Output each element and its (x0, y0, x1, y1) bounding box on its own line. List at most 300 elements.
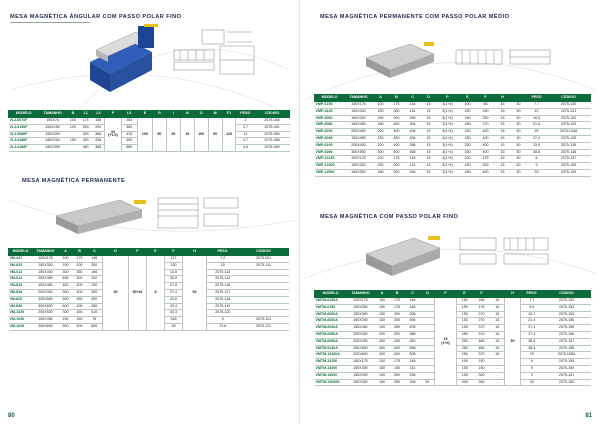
cell: 175 (390, 298, 405, 305)
cell: 370 (473, 352, 491, 359)
model-cell: VM-612 (9, 269, 33, 276)
cell: 100 (373, 102, 389, 109)
code-cell: 2075-156 (543, 325, 591, 332)
cell: 311 (405, 365, 421, 372)
cell: 300 (389, 169, 405, 176)
cell: 300 (390, 372, 405, 379)
cell: 146 (87, 256, 103, 263)
cell: - (491, 365, 505, 372)
model-cell: VMTM-6080A (315, 331, 347, 338)
cell: 150 (73, 317, 87, 324)
table-row (315, 156, 591, 163)
cell (421, 325, 435, 332)
col-header: L3 (121, 111, 137, 118)
cell: 166 (473, 298, 491, 305)
cell: 250 (459, 142, 477, 149)
weight-cell: 15.7 (521, 311, 543, 318)
cell: 100 (375, 298, 390, 305)
code-cell: 2075-066 (255, 131, 290, 138)
cell: 150 (87, 283, 103, 290)
size-cell: 150X150 (39, 124, 67, 131)
weight-cell: 2075-120 (207, 310, 239, 317)
model-cell: VM-1020 (9, 310, 33, 317)
cell: 300 (375, 345, 390, 352)
cell: 450 (59, 283, 73, 290)
cell: 400 (389, 129, 405, 136)
code-cell: 2075-155 (543, 318, 591, 325)
col-header: MODELO (315, 291, 347, 298)
cell: 150 (473, 359, 491, 366)
col-header: G (152, 111, 166, 118)
code-cell: 2075-069 (255, 145, 290, 152)
cell: 27.4 (527, 135, 547, 142)
col-header: PESO (527, 95, 547, 102)
col-header: C (87, 249, 103, 256)
table-row (315, 108, 591, 115)
cell: 175 (79, 118, 92, 125)
cell: 370 (473, 325, 491, 332)
cell: 500 (389, 149, 405, 156)
cell: 10 (527, 108, 547, 115)
cell: 250 (457, 331, 473, 338)
cell: 3(1+4) (437, 108, 459, 115)
weight-cell: 3.7 (236, 124, 255, 131)
cell: 300 (79, 131, 92, 138)
cell: 500 (73, 323, 87, 330)
code-cell (239, 310, 289, 317)
col-header: A (375, 291, 390, 298)
merged-cell: 25 (166, 118, 180, 152)
cell: 300 (390, 311, 405, 318)
model-cell: VLJ-6150F (9, 124, 39, 131)
size-cell: 200X300 (347, 331, 375, 338)
size-cell: 150X300 (345, 163, 373, 170)
size-cell: 150X300 (347, 304, 375, 311)
cell: 175 (390, 359, 405, 366)
code-cell: 2075-139 (547, 163, 591, 170)
cell: 3(1+4) (437, 115, 459, 122)
col-header: N (180, 111, 194, 118)
model-cell: VMP-6100 (315, 142, 345, 149)
cell: 117 (165, 256, 183, 263)
code-cell (239, 283, 289, 290)
cell: 270 (473, 311, 491, 318)
cell: 150 (59, 317, 73, 324)
weight-cell: 27.4 (521, 325, 543, 332)
cell (421, 359, 435, 366)
model-cell: VLJ-6180F (9, 138, 39, 145)
cell: 200 (375, 331, 390, 338)
size-cell: 100X175 (33, 256, 59, 263)
code-cell (239, 276, 289, 283)
cell: 300 (59, 310, 73, 317)
col-header: MODELO (9, 111, 39, 118)
medio-table-photo (360, 28, 560, 88)
size-cell: 300X500 (345, 149, 373, 156)
cell: 406 (405, 135, 421, 142)
cell: 150 (457, 311, 473, 318)
cell: 150 (473, 365, 491, 372)
cell: 150 (373, 108, 389, 115)
col-header: A (373, 95, 389, 102)
cell (421, 304, 435, 311)
cell (421, 345, 435, 352)
cell: 450 (389, 122, 405, 129)
cell: 460 (79, 145, 92, 152)
cell: 400 (73, 289, 87, 296)
cell: 270 (473, 318, 491, 325)
cell: 150 (375, 311, 390, 318)
cell: 250 (457, 345, 473, 352)
cell: 150 (457, 318, 473, 325)
cell: 300 (473, 372, 491, 379)
merged-cell: 15 (1+4) (435, 298, 457, 386)
code-cell: 2075-139 (547, 169, 591, 176)
cell: 100 (373, 156, 389, 163)
size-cell: 150X300 (347, 379, 375, 386)
col-header: B (389, 95, 405, 102)
code-cell: 2075-135 (547, 135, 591, 142)
table-row (315, 163, 591, 170)
cell: 256 (405, 372, 421, 379)
cell: 50 (511, 156, 527, 163)
cell: 150 (373, 169, 389, 176)
code-cell: 2075-131 (547, 108, 591, 115)
cell: 256 (405, 169, 421, 176)
cell: 3(1+4) (437, 135, 459, 142)
cell: 300 (73, 276, 87, 283)
cell: 100 (457, 359, 473, 366)
weight-cell: 9.6 (521, 304, 543, 311)
cell: 400 (73, 303, 87, 310)
cell: 200 (87, 276, 103, 283)
cell: 100 (459, 102, 477, 109)
cell: 15 (421, 169, 437, 176)
cell: 176 (473, 304, 491, 311)
cell: 466 (405, 345, 421, 352)
cell: 306 (405, 122, 421, 129)
cell: 15 (495, 108, 511, 115)
cell: 146 (405, 298, 421, 305)
cell: 300 (87, 262, 103, 269)
cell: 350 (405, 338, 421, 345)
table-row (315, 135, 591, 142)
size-cell: 300X600 (33, 303, 59, 310)
cell: 350 (390, 379, 405, 386)
table-row (9, 118, 290, 125)
cell: 250 (457, 338, 473, 345)
cell: 6 (527, 156, 547, 163)
cell: 388 (405, 331, 421, 338)
weight-cell: 74.6 (207, 323, 239, 330)
page-number: 80 (8, 413, 15, 419)
cell: 50 (511, 149, 527, 156)
model-cell: VMTM-6150 (315, 304, 347, 311)
cell: 200 (73, 262, 87, 269)
cell: 250 (457, 352, 473, 359)
cell: 15 (421, 102, 437, 109)
model-cell: VMP-6080 (315, 122, 345, 129)
col-header: P (435, 291, 457, 298)
size-cell: 150X300 (33, 262, 59, 269)
col-header: TAMANHO (33, 249, 59, 256)
cell: 15 (495, 122, 511, 129)
fino-table-photo (360, 224, 560, 284)
weight-cell: 75 (521, 352, 543, 359)
cell: 38.5 (527, 149, 547, 156)
size-cell: 300X500 (33, 296, 59, 303)
fino-section-title: MESA MAGNÉTICA COM PASSO POLAR FINO (320, 214, 459, 220)
table-row (315, 115, 591, 122)
cell: 500 (390, 345, 405, 352)
code-cell (239, 269, 289, 276)
cell: 43.6 (165, 296, 183, 303)
cell: 15 (495, 163, 511, 170)
col-header: M (208, 111, 222, 118)
size-cell: 300X600 (33, 323, 59, 330)
col-header: F (473, 291, 491, 298)
angular-section-title: MESA MAGNÉTICA ÁNGULAR COM PASSO POLAR FINO (10, 14, 182, 20)
cell: 256 (405, 115, 421, 122)
cell: 400 (477, 129, 495, 136)
col-header: MODELO (9, 249, 33, 256)
model-cell: VM-818 (9, 289, 33, 296)
size-cell: 200X400 (345, 129, 373, 136)
code-cell: 2075-156 (543, 331, 591, 338)
cell: 250 (477, 115, 495, 122)
cell: 150 (459, 108, 477, 115)
cell: 30.9 (165, 276, 183, 283)
table-row (315, 149, 591, 156)
cell: 175 (477, 156, 495, 163)
cell: 175 (389, 102, 405, 109)
cell: 256 (87, 303, 103, 310)
model-cell: VMTM-6060A (315, 311, 347, 318)
code-cell: 2075-152 (543, 298, 591, 305)
code-cell: 2075-137 (547, 156, 591, 163)
size-cell: 200X300 (33, 289, 59, 296)
col-header: L2 (92, 111, 105, 118)
size-cell: 150X300 (347, 318, 375, 325)
cell: 300 (375, 338, 390, 345)
col-header: P (437, 95, 459, 102)
code-cell: 2075-160 (543, 365, 591, 372)
cell: 50 (511, 102, 527, 109)
model-cell: VMTM-13300 (315, 365, 347, 372)
model-cell: VLJ-6186F (9, 145, 39, 152)
col-header: D (103, 249, 129, 256)
cell: 3(1+4) (437, 122, 459, 129)
cell: 150 (165, 262, 183, 269)
cell: 200 (87, 296, 103, 303)
merged-cell: 50 (152, 118, 166, 152)
cell: 450 (390, 325, 405, 332)
cell: 175 (389, 156, 405, 163)
cell: 186 (405, 304, 421, 311)
size-cell: 150X450 (347, 325, 375, 332)
model-cell: VMTM-13150 (315, 359, 347, 366)
col-header: B (67, 111, 80, 118)
weight-cell: 38.5 (521, 345, 543, 352)
cell: 150 (390, 365, 405, 372)
cell: 146 (405, 102, 421, 109)
col-header: CÓDIGO (543, 291, 591, 298)
cell: 50 (511, 122, 527, 129)
col-header: H (495, 95, 511, 102)
cell: 3(1+4) (437, 142, 459, 149)
permanente-table-photo (50, 186, 250, 246)
code-cell: 2075-122 (239, 323, 289, 330)
code-cell: 2075-051 (255, 124, 290, 131)
cell: 150 (459, 115, 477, 122)
merged-cell: 50 (208, 118, 222, 152)
col-header: B (390, 291, 405, 298)
col-header: E (137, 111, 152, 118)
cell: 388 (92, 145, 105, 152)
weight-cell: 2075-119 (207, 303, 239, 310)
cell: 300 (390, 331, 405, 338)
cell: 175 (390, 304, 405, 311)
col-header: MODELO (315, 95, 345, 102)
model-cell: VM-820 (9, 296, 33, 303)
code-cell: 2075-134A (547, 129, 591, 136)
col-header: B (73, 249, 87, 256)
cell: 150 (375, 365, 390, 372)
cell: 480 (473, 338, 491, 345)
cell: 150 (375, 325, 390, 332)
col-header: E (147, 249, 165, 256)
cell: 16.5 (527, 115, 547, 122)
permanente-header-row (9, 249, 289, 256)
code-cell: 2075-136 (547, 142, 591, 149)
cell: 150 (373, 163, 389, 170)
cell: 200 (373, 142, 389, 149)
code-cell: 2075-158 (543, 345, 591, 352)
weight-cell: 7.2 (207, 256, 239, 263)
weight-cell: 38.5 (521, 338, 543, 345)
cell: 400 (390, 338, 405, 345)
cell: 175 (73, 256, 87, 263)
cell: 15 (495, 156, 511, 163)
col-header: P (105, 111, 121, 118)
size-cell: 150X450 (33, 276, 59, 283)
table-row (315, 129, 591, 136)
cell: 400 (477, 135, 495, 142)
cell: 300 (477, 163, 495, 170)
angular-table-photo (82, 22, 262, 100)
col-header: F1 (222, 111, 236, 118)
size-cell: 200X400 (347, 338, 375, 345)
cell: 589 (121, 145, 137, 152)
cell: 50 (511, 135, 527, 142)
code-cell: 2075-159 (543, 359, 591, 366)
model-cell: VM-810 (9, 262, 33, 269)
cell: 116 (405, 108, 421, 115)
weight-cell: 2075-114 (207, 276, 239, 283)
merged-cell: 115 (222, 118, 236, 152)
weight-cell: 9 (521, 365, 543, 372)
cell: 7.7 (527, 102, 547, 109)
cell: 15 (491, 345, 505, 352)
col-header: PESO (236, 111, 255, 118)
cell: 506 (405, 352, 421, 359)
cell: 25 (421, 379, 435, 386)
model-cell: VLJ-6080F (9, 131, 39, 138)
cell: 450 (389, 135, 405, 142)
cell: 125 (67, 124, 80, 131)
cell: 15 (495, 102, 511, 109)
model-cell: VMP-6048 (315, 135, 345, 142)
size-cell: 150X300 (345, 108, 373, 115)
table-row (315, 142, 591, 149)
cell: 300 (59, 289, 73, 296)
weight-cell: 2075-118 (207, 296, 239, 303)
cell: 150 (459, 129, 477, 136)
cell: 116 (405, 163, 421, 170)
col-header: F (477, 95, 495, 102)
merged-cell: 5 (147, 256, 165, 331)
table-row (315, 102, 591, 109)
cell: 386 (405, 142, 421, 149)
cell: 460 (473, 345, 491, 352)
code-cell: 2075-132 (547, 115, 591, 122)
weight-cell: 9 (207, 317, 239, 324)
cell: 366 (92, 131, 105, 138)
cell: 3(1+4) (437, 149, 459, 156)
size-cell: 150X300 (347, 365, 375, 372)
cell: 150 (457, 372, 473, 379)
cell: 15 (421, 149, 437, 156)
col-header: CÓDIGO (239, 249, 289, 256)
model-cell: VMP-6050 (315, 149, 345, 156)
angular-header-row (9, 111, 290, 118)
cell: 600 (59, 303, 73, 310)
cell: 3(1+4) (437, 169, 459, 176)
size-cell: 180X300 (39, 145, 67, 152)
cell: 150 (459, 163, 477, 170)
cell: 415 (121, 131, 137, 138)
cell (421, 338, 435, 345)
size-cell: 150X300 (345, 169, 373, 176)
cell: 15 (421, 163, 437, 170)
merged-cell: 50 (505, 298, 521, 386)
cell: 3(1+4) (437, 163, 459, 170)
cell: 27.8 (165, 283, 183, 290)
col-header: TAMANHO (345, 95, 373, 102)
col-header: TAMANHO (347, 291, 375, 298)
cell: 15 (421, 115, 437, 122)
model-cell: VMP-12300 (315, 163, 345, 170)
size-cell: 100X175 (347, 298, 375, 305)
merged-cell: 50 (183, 256, 207, 331)
angular-spec-table (8, 110, 290, 152)
weight-cell: 9 (521, 372, 543, 379)
model-cell: VMP-6150 (315, 102, 345, 109)
weight-cell: 21.4 (521, 318, 543, 325)
size-cell: 200X400 (345, 142, 373, 149)
cell: 9 (527, 163, 547, 170)
cell: 100 (67, 118, 80, 125)
cell: 150 (459, 135, 477, 142)
cell: 15 (495, 135, 511, 142)
model-cell: VMTM-6150A (315, 298, 347, 305)
cell (421, 352, 435, 359)
cell: 75 (87, 317, 103, 324)
size-cell: 150X300 (347, 311, 375, 318)
model-cell: VM-447 (9, 256, 33, 263)
cell: 27.4 (165, 289, 183, 296)
cell (67, 131, 80, 138)
